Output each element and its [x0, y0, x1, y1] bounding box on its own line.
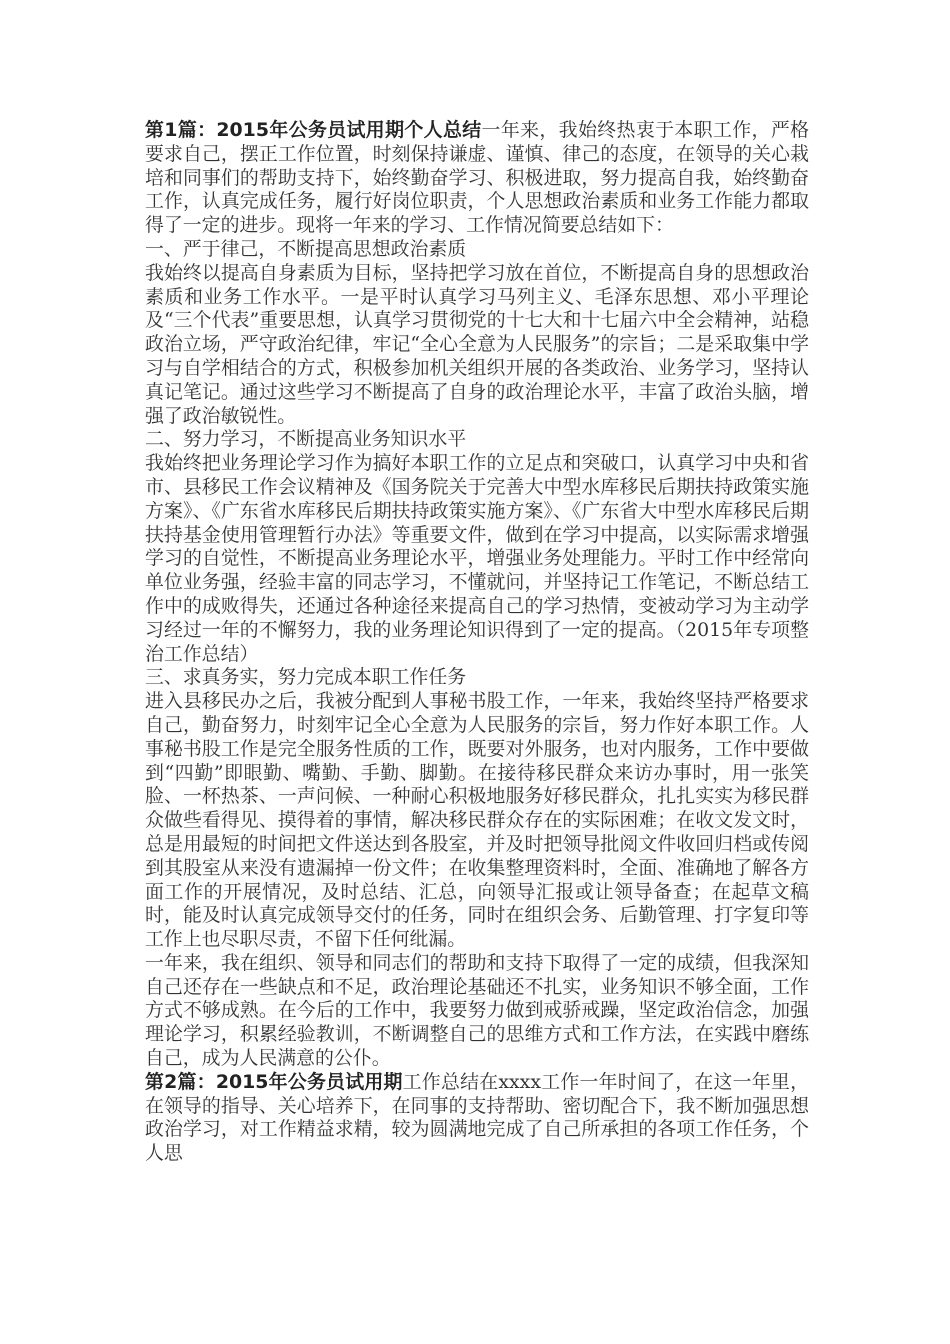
section2-body: 我始终把业务理论学习作为搞好本职工作的立足点和突破口，认真学习中央和省市、县移民工作会议精神及《国务院关于完善大中型水库移民后期扶持政策实施方案》、《广东省水库移民后期扶持政策实施方案》、《广东省大中型水库移民后期扶持基金使用管理暂行办法》等重要文件，做到在学习中提高，以实际需求增强学习的自觉性，不断提高业务理论水平，增强业务处理能力。平时工作中经常向单位业务强，经验丰富的同志学习，不懂就问，并坚持记工作笔记，不断总结工作中的成败得失，还通过各种途径来提高自己的学习热情，变被动学习为主动学习经过一年的不懈努力，我的业务理论知识得到了一定的提高。（2015年专项整治工作总结）: [145, 452, 809, 665]
document-page: [145, 119, 809, 1166]
article2-intro-paragraph: [145, 1071, 809, 1166]
section3-heading: 三、求真务实，努力完成本职工作任务: [145, 666, 467, 689]
section3-body: 进入县移民办之后，我被分配到人事秘书股工作，一年来，我始终坚持严格要求自己，勤奋努力，时刻牢记全心全意为人民服务的宗旨，努力作好本职工作。人事秘书股工作是完全服务性质的工作，既要对外服务，也对内服务，工作中要做到“四勤”即眼勤、嘴勤、手勤、脚勤。在接待移民群众来访办事时，用一张笑脸、一杯热茶、一声问候、一种耐心积极地服务好移民群众，扎扎实实为移民群众做些看得见、摸得着的事情，解决移民群众存在的实际困难；在收文发文时，总是用最短的时间把文件送达到各股室，并及时把领导批阅文件收回归档或传阅到其股室从来没有遗漏掉一份文件；在收集整理资料时，全面、准确地了解各方面工作的开展情况，及时总结、汇总，向领导汇报或让领导备查；在起草文稿时，能及时认真完成领导交付的任务，同时在组织会务、后勤管理、打字复印等工作上也尽职尽责，不留下任何纰漏。: [145, 690, 809, 951]
article2-title: 第2篇：2015年公务员试用期: [145, 1070, 403, 1093]
article2-intro: 工作总结在xxxx工作一年时间了，在这一年里，在领导的指导、关心培养下，在同事的支持帮助、密切配合下，我不断加强思想政治学习，对工作精益求精，较为圆满地完成了自己所承担的各项工作任务，个人思: [145, 1070, 809, 1165]
article1-intro: 一年来，我始终热衷于本职工作，严格要求自己，摆正工作位置，时刻保持谦虚、谨慎、律己的态度，在领导的关心栽培和同事们的帮助支持下，始终勤奋学习、积极进取，努力提高自我，始终勤奋工作，认真完成任务，履行好岗位职责，个人思想政治素质和业务工作能力都取得了一定的进步。现将一年来的学习、工作情况简要总结如下：: [145, 119, 809, 237]
section1-heading: 一、严于律己，不断提高思想政治素质: [145, 237, 467, 260]
section1-body: 我始终以提高自身素质为目标，坚持把学习放在首位，不断提高自身的思想政治素质和业务工作水平。一是平时认真学习马列主义、毛泽东思想、邓小平理论及“三个代表”重要思想，认真学习贯彻党的十七大和十七届六中全会精神，站稳政治立场，严守政治纪律，牢记“全心全意为人民服务”的宗旨；二是采取集中学习与自学相结合的方式，积极参加机关组织开展的各类政治、业务学习，坚持认真记笔记。通过这些学习不断提高了自身的政治理论水平，丰富了政治头脑，增强了政治敏锐性。: [145, 261, 809, 427]
section2-heading: 二、努力学习，不断提高业务知识水平: [145, 428, 467, 451]
article1-intro-paragraph: [145, 119, 809, 238]
article1-title: 第1篇：2015年公务员试用期个人总结: [145, 119, 482, 141]
article1-conclusion: 一年来，我在组织、领导和同志们的帮助和支持下取得了一定的成绩，但我深知自己还存在一些缺点和不足，政治理论基础还不扎实，业务知识不够全面，工作方式不够成熟。在今后的工作中，我要努力做到戒骄戒躁，坚定政治信念，加强理论学习，积累经验教训，不断调整自己的思维方式和工作方法，在实践中磨练自己，成为人民满意的公仆。: [145, 951, 809, 1070]
